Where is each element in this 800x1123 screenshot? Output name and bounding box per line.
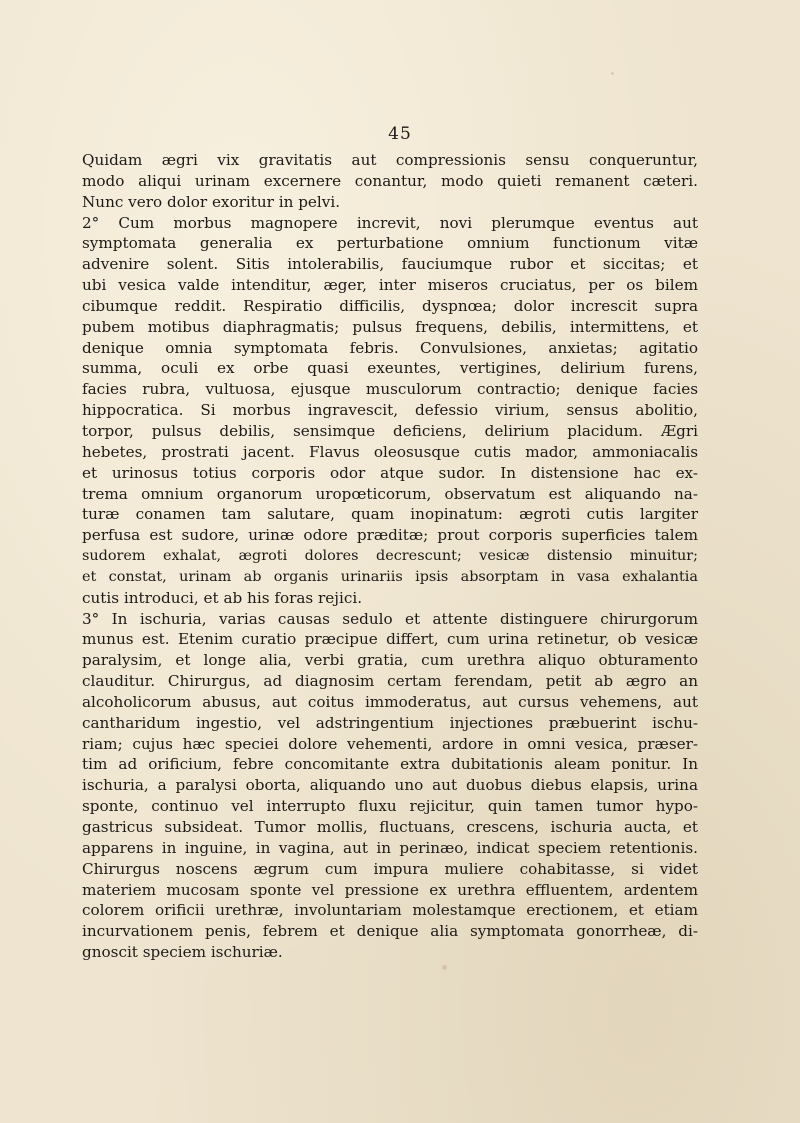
text-line: pubem motibus diaphragmatis; pulsus frequens, debilis, intermittens, et <box>82 317 698 336</box>
text-line: 2° Cum morbus magnopere increvit, novi plerumque eventus aut <box>82 213 698 232</box>
text-line: tim ad orificium, febre concomitante extra dubitationis aleam ponitur. In <box>82 755 698 774</box>
text-line: paralysim, et longe alia, verbi gratia, cum urethra aliquo obturamento <box>82 651 698 670</box>
foxing-spot <box>442 965 447 970</box>
text-line: modo aliqui urinam excernere conantur, modo quieti remanent cæteri. <box>82 171 698 190</box>
text-line: et urinosus totius corporis odor atque sudor. In distensione hac ex- <box>82 463 698 482</box>
text-line: apparens in inguine, in vagina, aut in perinæo, indicat speciem retentionis. <box>82 838 698 857</box>
text-line: cutis introduci, et ab his foras rejici. <box>82 588 363 607</box>
text-line: gastricus subsideat. Tumor mollis, fluctuans, crescens, ischuria aucta, et <box>82 818 698 836</box>
foxing-spot <box>611 72 614 75</box>
text-line: clauditur. Chirurgus, ad diagnosim certam ferendam, petit ab ægro an <box>82 672 698 691</box>
text-line: hippocratica. Si morbus ingravescit, defessio virium, sensus abolitio, <box>82 401 698 420</box>
text-line: gnoscit speciem ischuriæ. <box>82 943 283 962</box>
text-line: turæ conamen tam salutare, quam inopinatum: ægroti cutis largiter <box>82 505 698 524</box>
text-line: denique omnia symptomata febris. Convulsiones, anxietas; agitatio <box>82 338 698 357</box>
text-line: incurvationem penis, febrem et denique alia symptomata gonorrheæ, di- <box>82 922 698 941</box>
text-line: ischuria, a paralysi oborta, aliquando uno aut duobus diebus elapsis, urina <box>82 776 698 795</box>
text-line: cibumque reddit. Respiratio difficilis, dyspnœa; dolor increscit supra <box>82 296 698 315</box>
text-line: materiem mucosam sponte vel pressione ex urethra effluentem, ardentem <box>82 880 698 899</box>
text-line: hebetes, prostrati jacent. Flavus oleosusque cutis mador, ammoniacalis <box>82 442 698 461</box>
text-line: sponte, continuo vel interrupto fluxu rejicitur, quin tamen tumor hypo- <box>82 797 698 816</box>
text-line: riam; cujus hæc speciei dolore vehementi, ardore in omni vesica, præser- <box>82 734 698 753</box>
text-line: advenire solent. Sitis intolerabilis, fauciumque rubor et siccitas; et <box>82 255 698 274</box>
text-line: alcoholicorum abusus, aut coitus immoderatus, aut cursus vehemens, aut <box>82 692 698 711</box>
text-line: perfusa est sudore, urinæ odore præditæ; prout corporis superficies talem <box>82 526 698 545</box>
text-line: Nunc vero dolor exoritur in pelvi. <box>82 192 341 211</box>
text-line: facies rubra, vultuosa, ejusque musculorum contractio; denique facies <box>82 380 698 399</box>
text-line: sudorem exhalat, ægroti dolores decrescunt; vesicæ distensio minuitur; <box>82 548 698 565</box>
text-line: munus est. Etenim curatio præcipue differt, cum urina retinetur, ob vesicæ <box>82 630 698 649</box>
text-line: Chirurgus noscens ægrum cum impura muliere cohabitasse, si videt <box>82 859 698 878</box>
text-line: colorem orificii urethræ, involuntariam molestamque erectionem, et etiam <box>82 901 698 920</box>
text-line: Quidam ægri vix gravitatis aut compressionis sensu conqueruntur, <box>82 151 698 169</box>
text-line: 3° In ischuria, varias causas sedulo et attente distinguere chirurgorum <box>82 609 698 628</box>
text-line: symptomata generalia ex perturbatione omnium functionum vitæ <box>82 234 698 253</box>
text-line: torpor, pulsus debilis, sensimque deficiens, delirium placidum. Ægri <box>82 421 698 440</box>
text-line: trema omnium organorum uropœticorum, observatum est aliquando na- <box>82 484 698 503</box>
text-line: et constat, urinam ab organis urinariis ipsis absorptam in vasa exhalantia <box>82 568 698 585</box>
text-line: cantharidum ingestio, vel adstringentium injectiones præbuerint ischu- <box>82 713 698 732</box>
body-text <box>82 150 698 963</box>
page-number: 45 <box>388 124 412 144</box>
text-line: summa, oculi ex orbe quasi exeuntes, vertigines, delirium furens, <box>82 359 698 378</box>
text-line: ubi vesica valde intenditur, æger, inter miseros cruciatus, per os bilem <box>82 276 698 295</box>
